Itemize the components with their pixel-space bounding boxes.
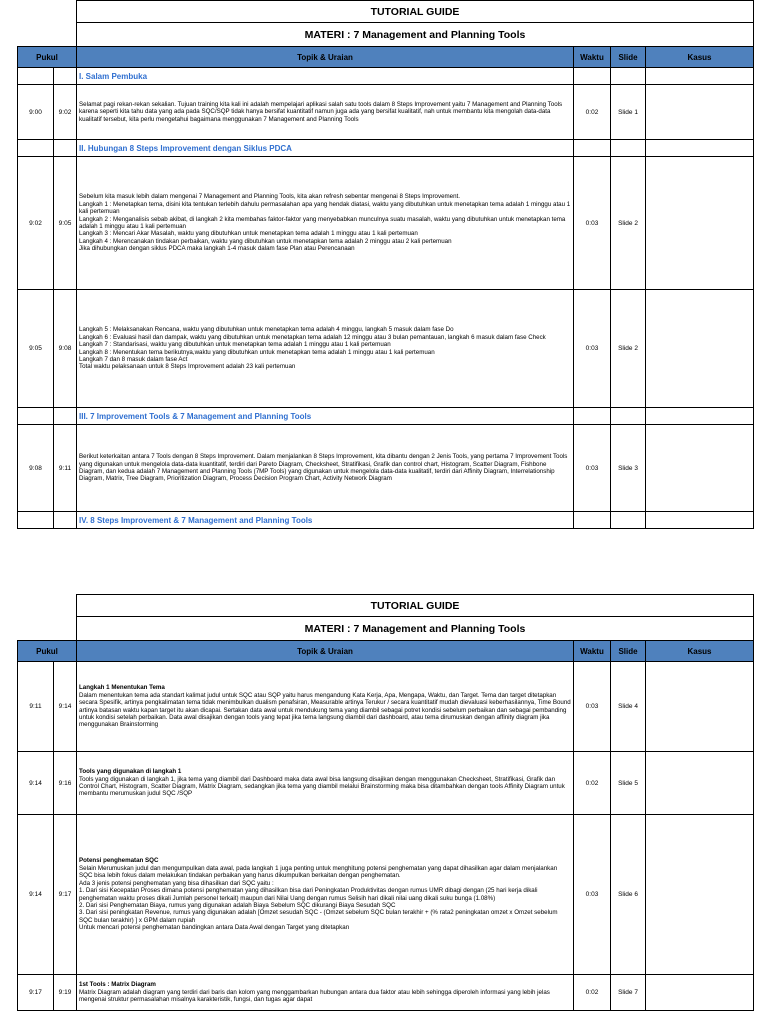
topic-text: 1st Tools : Matrix Diagram Matrix Diagram adalah diagram yang terdiri dari baris dan kolom yang menggambarkan hubungan antara dua faktor atau lebih sehingga diperoleh informasi yang lebih jelas mengenai struktur permasalahan misalnya karakteristik, fungsi, dan tugas agar dapat: [77, 975, 574, 1011]
topic-text: Selamat pagi rekan-rekan sekalian. Tujuan training kita kali ini adalah mempelajari aplikasi salah satu tools dalam 8 Steps Improvement yaitu 7 Management and Planning Tools karena seperti kita tahu data yang ada pada SQC/SQP tidak hanya bersifat kuantitatif namun juga ada yang bersifat kualitatif, nah untuk membantu kita mengolah data-data kualitatif tersebut, kita perlu mengetahui bagaimana menggunakan 7 Management and Planning Tools: [77, 85, 574, 140]
header-topik: Topik & Uraian: [77, 47, 574, 68]
waktu-value: 0:02: [574, 752, 611, 815]
waktu-value: 0:03: [574, 662, 611, 752]
waktu-value: 0:02: [574, 975, 611, 1011]
page-1: [17, 0, 753, 529]
section-title: III. 7 Improvement Tools & 7 Management and Planning Tools: [77, 408, 574, 425]
section-row: [18, 68, 754, 85]
table-row: [18, 662, 754, 752]
materi-title: MATERI : 7 Management and Planning Tools: [77, 23, 754, 47]
topic-text: Langkah 5 : Melaksanakan Rencana, waktu yang dibutuhkan untuk menetapkan tema adalah 4 minggu, langkah 5 masuk dalam fase Do Langkah 6 : Evaluasi hasil dan dampak, waktu yang dibutuhkan untuk menetapkan tema adalah 12 minggu atau 3 bulan pemantauan, langkah 6 masuk dalam fase Check Langkah 7 : Standarisasi, waktu yang dibutuhkan untuk menetapkan tema adalah 1 minggu atau 1 kali pertemuan Langkah 8 : Menentukan tema berikutnya,waktu yang dibutuhkan untuk menetapkan tema adalah 1 minggu atau 1 kali pertemuan Langkah 7 dan 8 masuk dalam fase Act Total waktu pelaksanaan untuk 8 Steps Improvement adalah 23 kali pertemuan: [77, 290, 574, 408]
kasus-value: [646, 662, 754, 752]
tutorial-table-1: [17, 0, 754, 529]
table-row: [18, 290, 754, 408]
topic-subtitle: Tools yang digunakan di langkah 1: [79, 768, 182, 776]
end-time: 9:02: [54, 85, 77, 140]
page-title: TUTORIAL GUIDE: [77, 595, 754, 617]
end-time: 9:08: [54, 290, 77, 408]
end-time: 9:14: [54, 662, 77, 752]
table-row: [18, 157, 754, 290]
header-slide: Slide: [611, 47, 646, 68]
table-row: [18, 815, 754, 975]
start-time: 9:17: [18, 975, 54, 1011]
header-topik: Topik & Uraian: [77, 641, 574, 662]
section-row: [18, 512, 754, 529]
blank-corner: [18, 1, 77, 23]
section-row: [18, 140, 754, 157]
waktu-value: 0:03: [574, 157, 611, 290]
slide-value: Slide 2: [611, 157, 646, 290]
start-time: 9:11: [18, 662, 54, 752]
slide-value: Slide 4: [611, 662, 646, 752]
table-row: [18, 752, 754, 815]
start-time: 9:05: [18, 290, 54, 408]
topic-text: Tools yang digunakan di langkah 1 Tools yang digunakan di langkah 1, jika tema yang diambil dari Dashboard maka data awal bisa langsung disajikan dengan menggunakan Checksheet, Stratifikasi, Grafik dan Control Chart, Histogram, Scatter Diagram, Matrix Diagram, sedangkan jika tema yang diambil melalui Brainstorming maka bisa ditambahkan dengan tools Affinity Diagram untuk membantu merumuskan judul SQC /SQP: [77, 752, 574, 815]
kasus-value: [646, 752, 754, 815]
header-row: [18, 47, 754, 68]
topic-subtitle: 1st Tools : Matrix Diagram: [79, 981, 156, 989]
topic-text: Langkah 1 Menentukan Tema Dalam menentukan tema ada standart kalimat judul untuk SQC atau SQP yaitu harus mengandung Kata Kerja, Apa, Mengapa, Waktu, dan Target. Tema dan target ditetapkan secara Spesifik, artinya pengkalimatan tema tidak menimbulkan dualism penafsiran, Measurable artinya Terukur / secara kuantitatif mudah dievaluasi keberhasilannya, Time Bound artinya batasan waktu kapan target itu akan dicapai. Sertakan data awal untuk mendukung tema yang diambil sebagai potret kondisi sebelum perbaikan dan sebagai pembanding untuk kondisi setelah perbaikan. Data awal disajikan dengan tools yang tepat jika tema langsung diambil dari dashboard, atau tema dirumuskan dengan affinity diagram jika menggunakan Brainstorming: [77, 662, 574, 752]
end-time: 9:19: [54, 975, 77, 1011]
topic-subtitle: Potensi penghematan SQC: [79, 857, 159, 865]
start-time: 9:02: [18, 157, 54, 290]
slide-value: Slide 6: [611, 815, 646, 975]
slide-value: Slide 3: [611, 425, 646, 512]
table-row: [18, 975, 754, 1011]
page-title: TUTORIAL GUIDE: [77, 1, 754, 23]
table-row: [18, 425, 754, 512]
header-waktu: Waktu: [574, 641, 611, 662]
header-waktu: Waktu: [574, 47, 611, 68]
header-row: [18, 641, 754, 662]
waktu-value: 0:03: [574, 290, 611, 408]
start-time: 9:14: [18, 815, 54, 975]
header-pukul: Pukul: [18, 641, 77, 662]
header-kasus: Kasus: [646, 641, 754, 662]
waktu-value: 0:03: [574, 425, 611, 512]
tutorial-table-2: [17, 594, 754, 1011]
slide-value: Slide 5: [611, 752, 646, 815]
kasus-value: [646, 157, 754, 290]
end-time: 9:11: [54, 425, 77, 512]
kasus-value: [646, 425, 754, 512]
section-title: II. Hubungan 8 Steps Improvement dengan Siklus PDCA: [77, 140, 574, 157]
blank-corner: [18, 595, 77, 617]
end-time: 9:05: [54, 157, 77, 290]
blank-corner: [18, 23, 77, 47]
slide-value: Slide 1: [611, 85, 646, 140]
start-time: 9:00: [18, 85, 54, 140]
table-row: [18, 85, 754, 140]
slide-value: Slide 7: [611, 975, 646, 1011]
topic-text: Sebelum kita masuk lebih dalam mengenai 7 Management and Planning Tools, kita akan refresh sebentar mengenai 8 Steps Improvement. Langkah 1 : Menetapkan tema, disini kita tentukan terlebih dahulu permasalahan apa yang hendak diatasi, waktu yang dibutuhkan untuk menetapkan tema adalah 1 minggu atau 1 kali pertemuan Langkah 2 : Menganalisis sebab akibat, di langkah 2 kita membahas faktor-faktor yang menyebabkan munculnya suatu masalah, waktu yang dibutuhkan untuk menetapkan tema adalah 1 minggu atau 1 kali pertemuan Langkah 3 : Mencari Akar Masalah, waktu yang dibutuhkan untuk menetapkan tema adalah 1 minggu atau 1 kali pertemuan Langkah 4 : Merencanakan tindakan perbaikan, waktu yang dibutuhkan untuk menetapkan tema adalah 2 minggu atau 2 kali pertemuan Jika dihubungkan dengan siklus PDCA maka langkah 1-4 masuk dalam fase Plan atau Perencanaan: [77, 157, 574, 290]
topic-text: Berikut keterkaitan antara 7 Tools dengan 8 Steps Improvement. Dalam menjalankan 8 Steps Improvement, kita dibantu dengan 2 Jenis Tools, yang pertama 7 Improvement Tools yang digunakan untuk mengelola data-data kuantitatif, terdiri dari Pareto Diagram, Checksheet, Stratifikasi, Grafik dan control chart, Histogram, Scatter Diagram, Fishbone Diagram, dan kedua adalah 7 Management and Planning Tools (7MP Tools) yang digunakan untuk mengelola data-data kualitatif, terdiri dari Affinity Diagram, Interrelationship Diagram, Matrix, Tree Diagram, Prioritization Diagram, Process Decision Program Chart, Activity Network Diagram: [77, 425, 574, 512]
end-time: 9:17: [54, 815, 77, 975]
section-row: [18, 408, 754, 425]
header-pukul: Pukul: [18, 47, 77, 68]
header-kasus: Kasus: [646, 47, 754, 68]
waktu-value: 0:03: [574, 815, 611, 975]
end-time: 9:16: [54, 752, 77, 815]
waktu-value: 0:02: [574, 85, 611, 140]
kasus-value: [646, 815, 754, 975]
topic-text: Potensi penghematan SQC Selain Merumuskan judul dan mengumpulkan data awal, pada langkah 1 juga penting untuk menghitung potensi penghematan yang dapat dihasilkan agar dalam menjalankan SQC bisa lebih fokus dalam melakukan tindakan perbaikan yang harus dikumpulkan berkaitan dengan penghematan. Ada 3 jenis potensi penghematan yang bisa dihasilkan dari SQC yaitu : 1. Dari sisi Kecepatan Proses dimana potensi penghematan yang dihasilkan bisa dari Peningkatan Produktivitas dengan rumus UMR dibagi dengan (25 hari kerja dikali penghematan waktu proses dikali Jumlah personel terkait) maupun dari Nilai Uang dengan rumus Selisih hari dikali nilai uang dikali suku bunga (1.08%) 2. Dari sisi Penghematan Biaya, rumus yang digunakan adalah Biaya Sebelum SQC dikurangi Biaya Sesudah SQC 3. Dari sisi peningkatan Revenue, rumus yang digunakan adalah [Omzet sesudah SQC - (Omzet sebelum SQC bulan terakhir + (% rata2 peningkatan omzet x Omzet sebelum SQC bulan terakhir) ] x GPM dalam rupiah Untuk mencari potensi penghematan bandingkan antara Data Awal dengan Target yang ditetapkan: [77, 815, 574, 975]
topic-subtitle: Langkah 1 Menentukan Tema: [79, 684, 165, 692]
materi-title: MATERI : 7 Management and Planning Tools: [77, 617, 754, 641]
page-2: [17, 594, 753, 1011]
slide-value: Slide 2: [611, 290, 646, 408]
start-time: 9:14: [18, 752, 54, 815]
kasus-value: [646, 975, 754, 1011]
blank-corner: [18, 617, 77, 641]
kasus-value: [646, 85, 754, 140]
header-slide: Slide: [611, 641, 646, 662]
start-time: 9:08: [18, 425, 54, 512]
section-title: I. Salam Pembuka: [77, 68, 574, 85]
section-title: IV. 8 Steps Improvement & 7 Management and Planning Tools: [77, 512, 574, 529]
kasus-value: [646, 290, 754, 408]
